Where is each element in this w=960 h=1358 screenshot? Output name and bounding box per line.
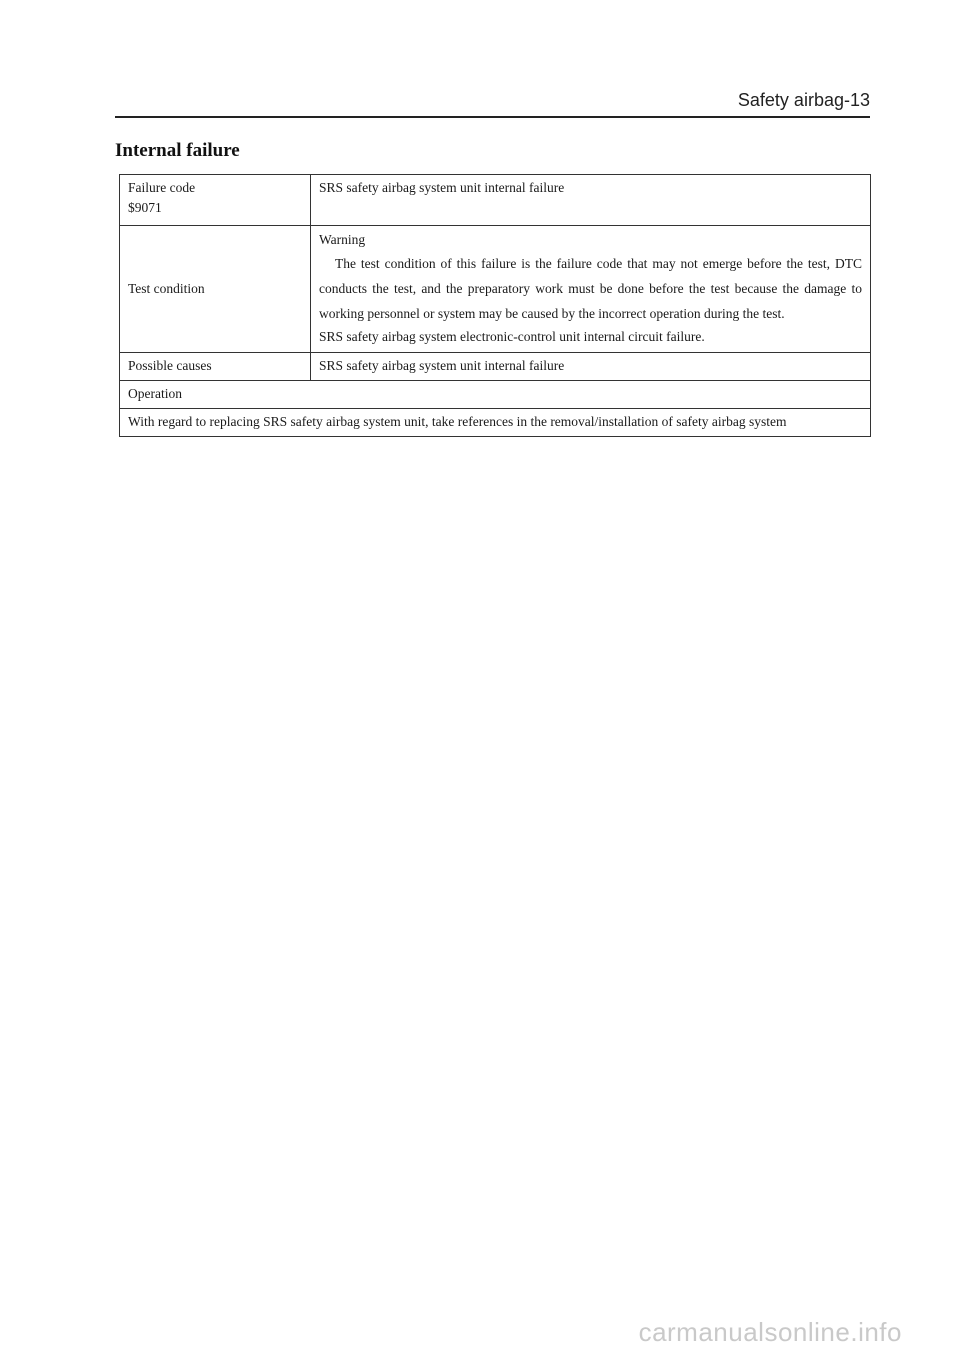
section-title: Internal failure xyxy=(115,140,240,161)
failure-table xyxy=(119,174,871,437)
watermark-text: carmanualsonline.info xyxy=(638,1317,902,1347)
failure-code-label: Failure code xyxy=(128,180,196,195)
table-row-test-condition xyxy=(120,226,871,353)
failure-code-value: $9071 xyxy=(128,200,162,215)
warning-text: The test condition of this failure is the failure code that may not emerge before the test, DTC conducts the test, and the preparatory work must be done before the test because the damage to working personnel or system may be caused by the incorrect operation during the test. xyxy=(319,256,862,321)
test-condition-extra: SRS safety airbag system electronic-control unit internal circuit failure. xyxy=(319,329,705,344)
page-header xyxy=(115,86,870,118)
failure-code-cell xyxy=(120,175,311,226)
warning-title: Warning xyxy=(319,232,366,247)
operation-text: With regard to replacing SRS safety airbag system unit, take references in the removal/installation of safety airbag system xyxy=(120,409,871,437)
page-header-title: Safety airbag-13 xyxy=(737,90,870,110)
failure-code-description: SRS safety airbag system unit internal failure xyxy=(311,175,871,226)
table-row-operation-text xyxy=(120,409,871,437)
test-condition-cell xyxy=(311,226,871,353)
operation-label: Operation xyxy=(120,381,871,409)
table-row-operation-header xyxy=(120,381,871,409)
table-row-failure-code xyxy=(120,175,871,226)
test-condition-label: Test condition xyxy=(120,226,311,353)
possible-causes-value: SRS safety airbag system unit internal failure xyxy=(311,353,871,381)
table-row-possible-causes xyxy=(120,353,871,381)
possible-causes-label: Possible causes xyxy=(120,353,311,381)
